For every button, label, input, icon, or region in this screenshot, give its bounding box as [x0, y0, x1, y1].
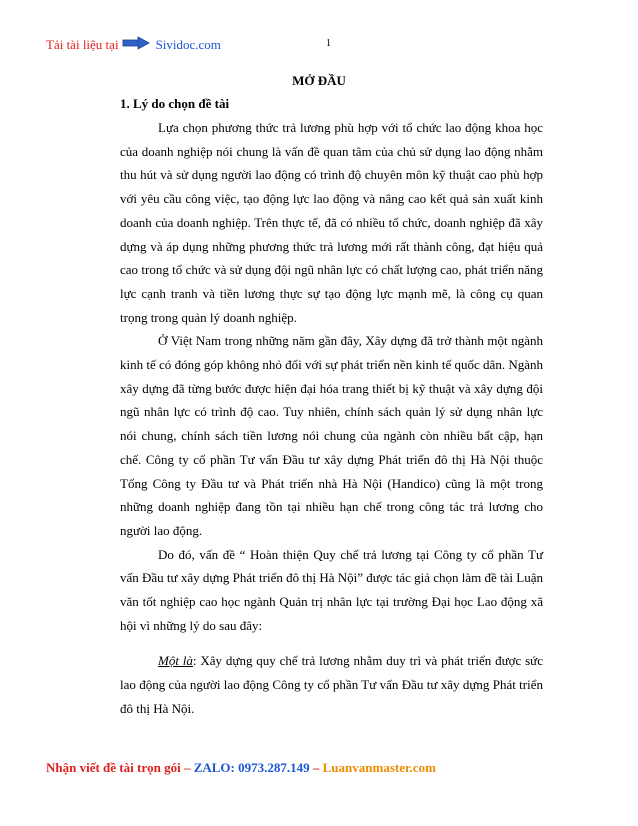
promo-footer[interactable]: [46, 760, 436, 776]
document-body: [120, 116, 543, 721]
footer-site-link[interactable]: Luanvanmaster.com: [322, 760, 436, 775]
download-banner[interactable]: [46, 36, 221, 54]
paragraph-1: Lựa chọn phương thức trả lương phù hợp với tổ chức lao động khoa học của doanh nghiệp nói chung là vấn đề quan tâm của chủ sử dụng lao động nhằm thu hút và sử dụng người lao động có trình độ chuyên môn kỹ thuật cao phù hợp với yêu cầu công việc, tạo động lực lao động và nâng cao kết quả sản xuất kinh doanh của doanh nghiệp. Trên thực tế, đã có nhiều tổ chức, doanh nghiệp đã xây dựng và áp dụng những phương thức trả lương mới rất thành công, đạt hiệu quả cao trong tổ chức và sử dụng đội ngũ nhân lực có chất lượng cao, phát triển năng lực cạnh tranh và tiền lương thực sự tạo động lực mạnh mẽ, là công cụ quan trọng trong quản lý doanh nghiệp.: [120, 120, 543, 325]
banner-site-link[interactable]: Sividoc.com: [155, 37, 221, 52]
reason-one-text: : Xây dựng quy chế trả lương nhằm duy trì và phát triển được sức lao động của người lao động Công ty cổ phần Tư vấn Đầu tư xây dựng Phát triển đô thị Hà Nội.: [120, 653, 543, 716]
section-title: 1. Lý do chọn đề tài: [120, 96, 230, 111]
right-arrow-icon: [122, 36, 150, 54]
footer-separator: –: [309, 760, 323, 775]
footer-zalo-contact[interactable]: ZALO: 0973.287.149: [193, 760, 310, 775]
reason-one-label: Một là: [158, 653, 193, 669]
reason-one-paragraph: [120, 649, 543, 720]
page-number: 1: [326, 38, 331, 49]
page-heading: MỞ ĐẦU: [292, 73, 346, 88]
footer-service-text: Nhận viết đề tài trọn gói –: [46, 760, 194, 775]
paragraph-3: Do đó, vấn đề “ Hoàn thiện Quy chế trả lương tại Công ty cổ phần Tư vấn Đầu tư xây dựng Phát triển đô thị Hà Nội” được tác giả chọn làm đề tài Luận văn tốt nghiệp cao học ngành Quản trị nhân lực tại trường Đại học Lao động xã hội vì những lý do sau đây:: [120, 546, 543, 633]
banner-lead-text: Tải tài liệu tại: [46, 37, 119, 52]
paragraph-2: Ở Việt Nam trong những năm gần đây, Xây dựng đã trở thành một ngành kinh tế có đóng góp không nhỏ đối với sự phát triển nền kinh tế quốc dân. Ngành xây dựng đã từng bước được hiện đại hóa trang thiết bị kỹ thuật và xây dựng đội ngũ nhân lực có trình độ cao. Tuy nhiên, chính sách quản lý sử dụng nhân lực nói chung, chính sách tiền lương nói chung của ngành còn nhiều bất cập, hạn chế. Công ty cổ phần Tư vấn Đầu tư xây dựng Phát triển đô thị Hà Nội thuộc Tổng Công ty Đầu tư và Phát triển nhà Hà Nội (Handico) cũng là một trong những doanh nghiệp đang tồn tại nhiều hạn chế trong công tác trả lương cho người lao động.: [120, 333, 543, 538]
